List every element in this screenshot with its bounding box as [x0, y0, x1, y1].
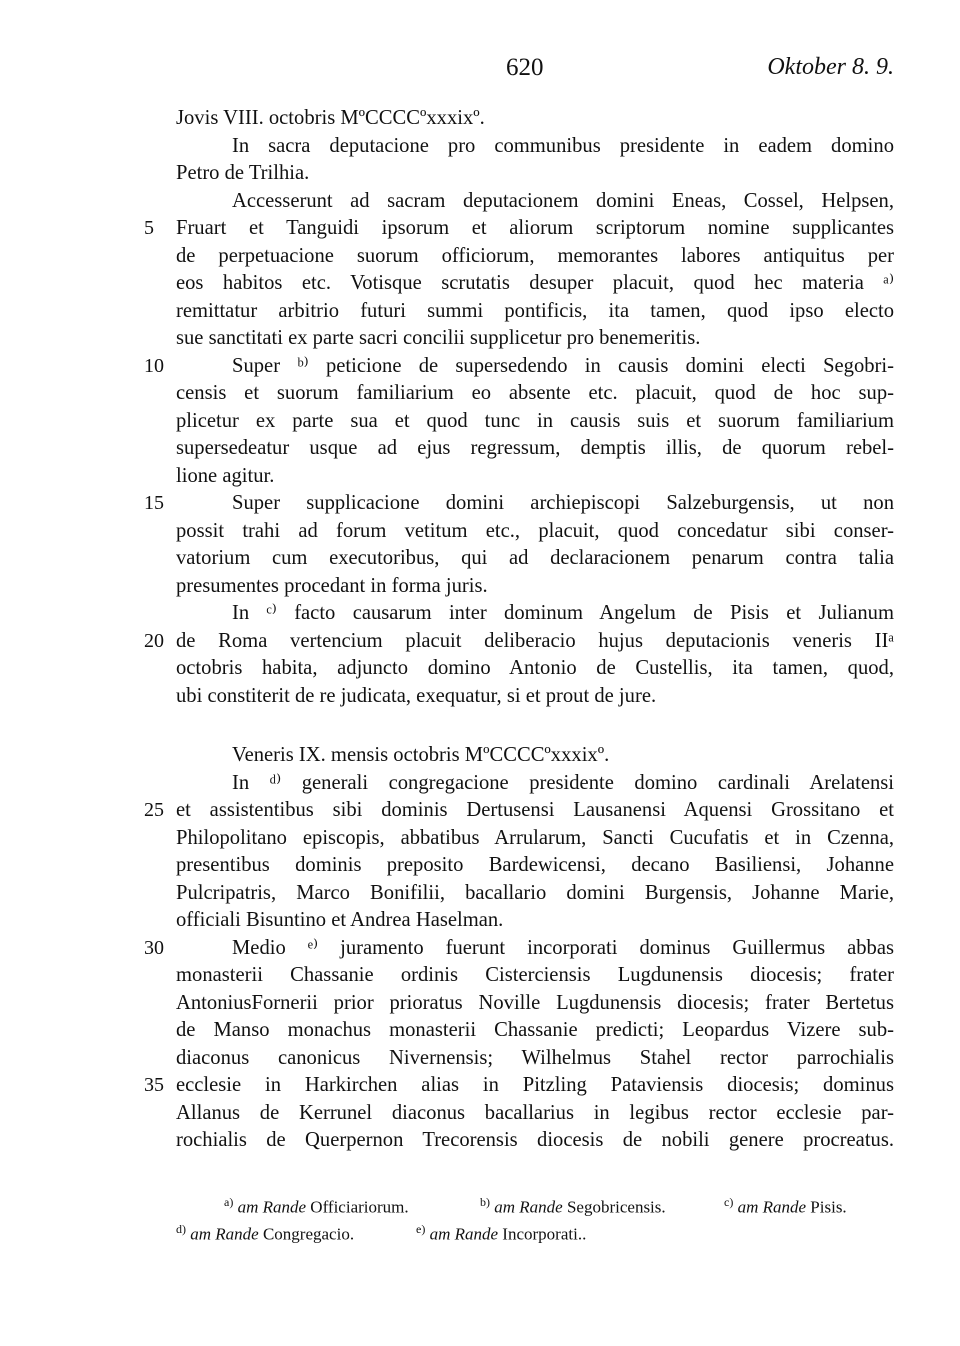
text-line — [144, 1072, 894, 1100]
footnote-b: $^{b)}$ am Rande Segobricensis. — [480, 1195, 666, 1217]
text-line — [144, 353, 894, 381]
line-text: Philopolitano episcopis, abbatibus Arrularum, Sancti Cucufatis et in Czenna, — [176, 826, 894, 849]
text-line — [176, 463, 894, 491]
line-number: 35 — [144, 1074, 164, 1096]
line-text: sue sanctitati ex parte sacri concilii supplicetur pro benemeritis. — [176, 327, 701, 349]
text-line — [176, 880, 894, 908]
page-number: 620 — [506, 54, 544, 81]
line-text: de perpetuacione suorum officiorum, memorantes labores antiquitus per — [176, 244, 894, 267]
footnote-c: $^{c)}$ am Rande Pisis. — [724, 1195, 847, 1217]
line-text: remittatur arbitrio futuri summi pontificis, ita tamen, quod ipso electo — [176, 299, 894, 322]
text-line — [144, 215, 894, 243]
line-text: de Manso monachus monasterii Chassanie predicti; Leopardus Vizere sub- — [176, 1019, 894, 1041]
text-line — [144, 935, 894, 963]
running-head: Oktober 8. 9. — [767, 54, 894, 80]
line-text: lione agitur. — [176, 464, 275, 487]
text-line — [176, 1045, 894, 1073]
footnotes — [176, 1189, 894, 1243]
line-text: Fruart et Tanguidi ipsorum et aliorum scriptorum nomine supplicantes — [176, 217, 894, 239]
line-text: In ᶜ⁾ facto causarum inter dominum Angelum de Pisis et Julianum — [232, 602, 894, 624]
section-heading — [176, 742, 894, 770]
text-line — [176, 160, 894, 188]
line-number: 10 — [144, 354, 164, 377]
line-text: de Roma vertencium placuit deliberacio hujus deputacionis veneris IIᵃ — [176, 629, 894, 652]
line-text: possit trahi ad forum vetitum etc., placuit, quod concedatur sibi conser- — [176, 519, 894, 542]
line-text: Medio ᵉ⁾ juramento fuerunt incorporati dominus Guillermus abbas — [232, 936, 894, 959]
text-line — [176, 380, 894, 408]
text-line — [176, 907, 894, 935]
line-text: plicetur ex parte sua et quod tunc in causis suis et suorum familiarium — [176, 409, 894, 432]
text-line — [176, 243, 894, 271]
line-text: diaconus canonicus Nivernensis; Wilhelmus Stahel rector parrochialis — [176, 1046, 894, 1069]
text-line — [176, 573, 894, 601]
line-text: eos habitos etc. Votisque scrutatis desuper placuit, quod hec materia ᵃ⁾ — [176, 272, 894, 294]
text-line — [144, 490, 894, 518]
line-text: Veneris IX. mensis octobris MºCCCCºxxxixº. — [232, 744, 610, 766]
text-line — [176, 770, 894, 798]
line-text: Pulcripatris, Marco Bonifilii, bacallario domini Burgensis, Johanne Marie, — [176, 881, 894, 904]
line-text: In ᵈ⁾ generali congregacione presidente domino cardinali Arelatensi — [232, 771, 894, 794]
line-text: presentibus dominis preposito Bardewicensi, decano Basiliensi, Johanne — [176, 854, 894, 876]
footnote-line — [176, 1189, 894, 1216]
line-text: Allanus de Kerrunel diaconus bacallarius in legibus rector ecclesie par- — [176, 1101, 894, 1124]
text-line — [176, 990, 894, 1018]
line-text: rochialis de Querpernon Trecorensis diocesis de nobili genere procreatus. — [176, 1129, 894, 1151]
line-text: monasterii Chassanie ordinis Cisterciensis Lugdunensis diocesis; frater — [176, 964, 894, 986]
text-line — [176, 1127, 894, 1155]
text-line — [176, 1017, 894, 1045]
text-line — [176, 188, 894, 216]
line-number: 15 — [144, 492, 164, 514]
body-text — [144, 105, 894, 1155]
line-text: ubi constiterit de re judicata, exequatur, si et prout de jure. — [176, 684, 657, 707]
line-number: 30 — [144, 936, 164, 959]
text-line — [176, 852, 894, 880]
text-line — [176, 655, 894, 683]
text-line — [176, 1100, 894, 1128]
text-line — [176, 683, 894, 711]
line-text: et assistentibus sibi dominis Dertusensi Lausanensi Aquensi Grossitano et — [176, 799, 894, 821]
text-line — [176, 962, 894, 990]
text-line — [144, 628, 894, 656]
line-text: Super supplicacione domini archiepiscopi Salzeburgensis, ut non — [232, 492, 894, 514]
page-header — [176, 54, 894, 90]
line-text: presumentes procedant in forma juris. — [176, 574, 488, 597]
line-text: octobris habita, adjuncto domino Antonio de Custellis, ita tamen, quod, — [176, 657, 894, 679]
line-text: Petro de Trilhia. — [176, 162, 310, 184]
text-line — [176, 600, 894, 628]
line-text: Accesserunt ad sacram deputacionem domini Eneas, Cossel, Helpsen, — [232, 189, 894, 212]
line-number: 25 — [144, 799, 164, 821]
footnote-e: $^{e)}$ am Rande Incorporati.. — [416, 1222, 587, 1244]
text-line — [176, 435, 894, 463]
text-line — [176, 825, 894, 853]
text-line — [144, 797, 894, 825]
line-number: 20 — [144, 629, 164, 652]
line-text: vatorium cum executoribus, qui ad declaracionem penarum contra talia — [176, 547, 894, 569]
line-text: supersedeatur usque ad ejus regressum, demptis illis, de quorum rebel- — [176, 437, 894, 459]
footnote-d: $^{d)}$ am Rande Congregacio. — [176, 1222, 355, 1244]
footnote-a: $^{a)}$ am Rande Officiariorum. — [224, 1195, 409, 1217]
text-line — [176, 325, 894, 353]
text-line — [176, 133, 894, 161]
line-text: officiali Bisuntino et Andrea Haselman. — [176, 909, 504, 931]
text-line — [176, 105, 894, 133]
text-line — [176, 518, 894, 546]
text-line — [176, 408, 894, 436]
text-line — [176, 710, 894, 742]
line-number: 5 — [144, 217, 154, 239]
line-text: AntoniusFornerii prior prioratus Noville Lugdunensis diocesis; frater Bertetus — [176, 991, 894, 1014]
text-line — [176, 545, 894, 573]
line-text: Jovis VIII. octobris MºCCCCºxxxixº. — [176, 107, 485, 129]
line-text: Super ᵇ⁾ peticione de supersedendo in causis domini electi Segobri- — [232, 354, 894, 377]
text-line — [176, 298, 894, 326]
text-line — [176, 270, 894, 298]
line-text: censis et suorum familiarium eo absente etc. placuit, quod de hoc sup- — [176, 382, 894, 404]
footnote-line — [176, 1216, 894, 1243]
line-text: ecclesie in Harkirchen alias in Pitzling Pataviensis diocesis; dominus — [176, 1074, 894, 1096]
line-text: In sacra deputacione pro communibus presidente in eadem domino — [232, 134, 894, 157]
